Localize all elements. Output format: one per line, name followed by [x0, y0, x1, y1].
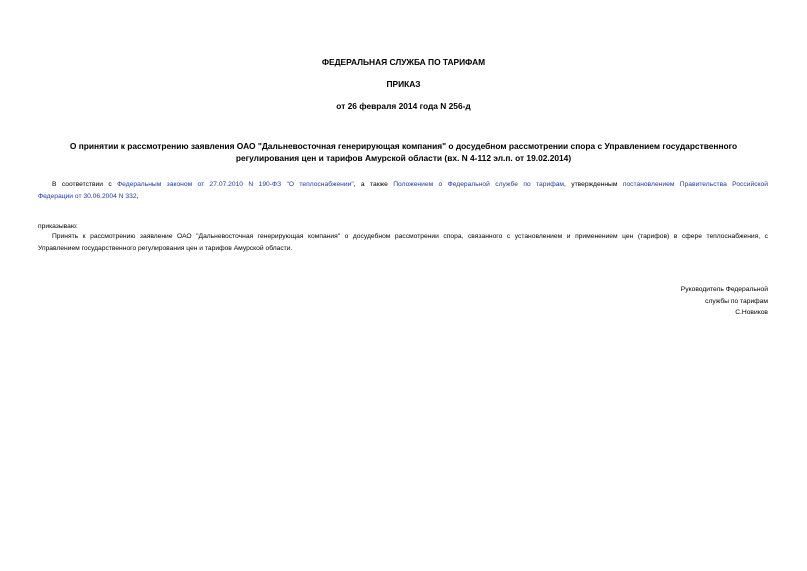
- basis-mid: , а также: [353, 181, 388, 188]
- document-type: ПРИКАЗ: [386, 79, 421, 89]
- basis-intro: В соответствии с: [52, 181, 112, 188]
- government-resolution-link-part-1[interactable]: постановлением Правительства Российской: [622, 181, 769, 188]
- basis-line-2: [38, 191, 768, 203]
- document-date-number: от 26 февраля 2014 года N 256-д: [336, 101, 471, 111]
- document-title: [36, 140, 771, 164]
- basis-line-1: [38, 179, 768, 191]
- government-resolution-link-part-2[interactable]: Федерации от 30.06.2004 N 332: [38, 192, 137, 200]
- basis-paragraph: [38, 179, 768, 202]
- agency-name: ФЕДЕРАЛЬНАЯ СЛУЖБА ПО ТАРИФАМ: [321, 57, 486, 67]
- basis-end: ,: [136, 192, 139, 200]
- signature-position-line-1: Руководитель Федеральной: [680, 286, 768, 293]
- order-line-2: Управлением государственного регулирования цен и тарифов Амурской области.: [38, 244, 293, 252]
- order-paragraph: [38, 231, 768, 254]
- signatory-name: С.Новиков: [735, 309, 768, 316]
- order-line-1: Принять к рассмотрению заявление ОАО "Дальневосточная генерирующая компания" о досудебном рассмотрении спора, связанного с установлением и применением цен (тарифов) в сфере теплоснабжения, с: [52, 233, 768, 240]
- document-title-line-2: регулирования цен и тарифов Амурской области (вх. N 4-112 эл.п. от 19.02.2014): [235, 153, 572, 163]
- fst-regulation-link[interactable]: Положением о Федеральной службе по тарифам: [393, 181, 565, 188]
- federal-law-link[interactable]: Федеральным законом от 27.07.2010 N 190-ФЗ "О теплоснабжении": [117, 181, 354, 188]
- document-title-line-1: О принятии к рассмотрению заявления ОАО "Дальневосточная генерирующая компания" о досудебном рассмотрении спора с Управлением государственного: [69, 141, 738, 151]
- signature-block: [681, 284, 768, 319]
- signature-position-line-2: службы по тарифам: [705, 297, 768, 305]
- basis-mid-2: , утвержденным: [564, 181, 618, 188]
- order-word-text: приказываю:: [38, 223, 78, 230]
